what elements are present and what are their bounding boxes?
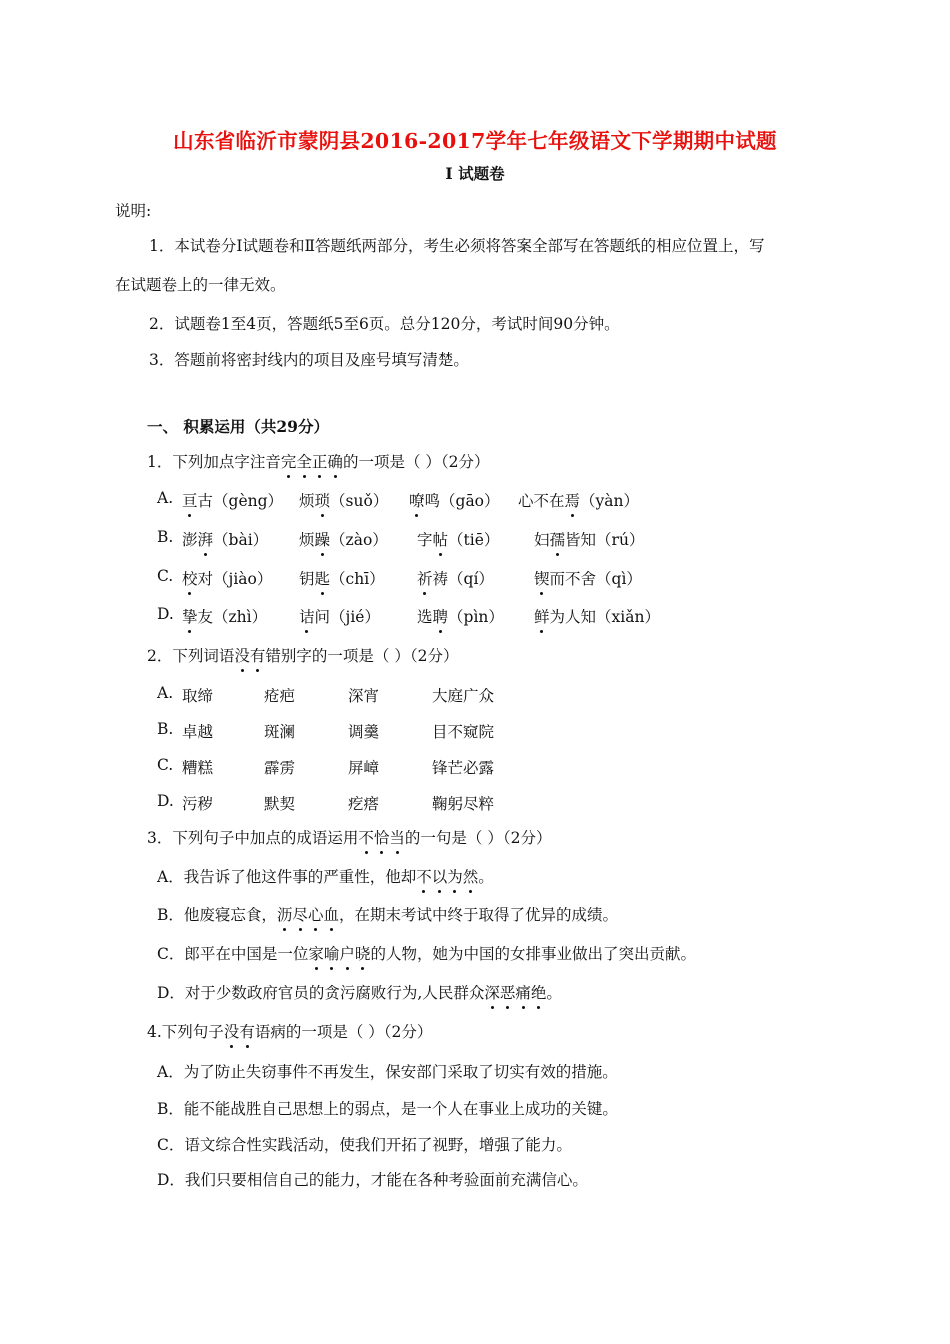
note-2: 2．试题卷1至4页，答题纸5至6页。总分120分，考试时间90分钟。 <box>149 315 620 333</box>
q3-d-idiom: 深恶痛绝 <box>484 984 546 1002</box>
notes-label: 说明: <box>115 202 152 220</box>
note-3: 3．答题前将密封线内的项目及座号填写清楚。 <box>149 351 469 369</box>
q1-c-item-4: 锲而不舍（qì） <box>534 567 642 589</box>
q4-emphasis: 没有 <box>224 1023 255 1041</box>
q2-d-word-2: 默契 <box>264 795 296 813</box>
q2-d-word-3: 疙瘩 <box>348 795 380 813</box>
q3-c-idiom: 家喻户晓 <box>308 945 370 963</box>
q2-b-word-1: 卓越 <box>182 723 214 741</box>
q4-option-c: C．语文综合性实践活动，使我们开拓了视野，增强了能力。 <box>157 1136 572 1154</box>
q1-c-item-1: 校对（jiào） <box>182 567 272 589</box>
q1-d-item-3: 选聘（pìn） <box>417 605 504 627</box>
q1-a-item-2: 烦琐（suǒ） <box>299 489 388 511</box>
q1-b-item-3: 字帖（tiē） <box>417 528 499 550</box>
q1-d-item-2: 诘问（jié） <box>299 605 380 627</box>
q2-c-word-2: 霹雳 <box>264 759 296 777</box>
q1-c-item-3: 祈祷（qí） <box>417 567 494 589</box>
q2-a-word-4: 大庭广众 <box>432 687 495 705</box>
paper-subtitle: Ⅰ 试题卷 <box>445 164 505 183</box>
q3-b-idiom: 沥尽心血 <box>277 906 339 924</box>
q1-emphasis: 完全正确 <box>281 453 343 471</box>
q4-option-b: B．能不能战胜自己思想上的弱点，是一个人在事业上成功的关键。 <box>157 1100 618 1118</box>
q4-option-a: A．为了防止失窃事件不再发生，保安部门采取了切实有效的措施。 <box>157 1063 618 1081</box>
q2-c-word-1: 糟糕 <box>182 759 214 777</box>
q3-option-b: B．他废寝忘食，沥尽心血，在期末考试中终于取得了优异的成绩。 <box>157 903 618 925</box>
q1-d-item-1: 挚友（zhì） <box>182 605 267 627</box>
page-title: 山东省临沂市蒙阴县2016-2017学年七年级语文下学期期中试题 <box>173 129 777 153</box>
q2-c-word-3: 屏嶂 <box>348 759 380 777</box>
q1-b-item-1: 澎湃（bài） <box>182 528 268 550</box>
q2-b-word-2: 斑澜 <box>264 723 296 741</box>
q1-b-item-4: 妇孺皆知（rú） <box>534 528 644 550</box>
q1-a-item-3: 嘹鸣（gāo） <box>409 489 500 511</box>
q2-a-word-3: 深宵 <box>348 687 380 705</box>
q3-option-a: A．我告诉了他这件事的严重性，他却不以为然。 <box>157 865 494 887</box>
q2-b-word-3: 调羹 <box>348 723 380 741</box>
note-1-line-2: 在试题卷上的一律无效。 <box>115 276 286 294</box>
section-1-heading: 一、 积累运用（共29分） <box>147 417 329 436</box>
question-4-stem: 4.下列句子没有语病的一项是（ ）（2分） <box>147 1020 432 1042</box>
q1-c-item-2: 钥匙（chī） <box>299 567 385 589</box>
q2-c-word-4: 锋芒必露 <box>432 759 495 777</box>
q3-emphasis: 不恰当 <box>358 829 405 847</box>
q1-b-item-2: 烦躁（zào） <box>299 528 388 550</box>
q3-option-d: D．对于少数政府官员的贪污腐败行为,人民群众深恶痛绝。 <box>157 981 562 1003</box>
note-1-line-1: 1．本试卷分Ⅰ试题卷和Ⅱ答题纸两部分，考生必须将答案全部写在答题纸的相应位置上，写 <box>149 237 765 255</box>
q2-d-word-4: 鞠躬尽粹 <box>432 795 495 813</box>
q2-a-word-1: 取缔 <box>182 687 214 705</box>
q2-d-word-1: 污秽 <box>182 795 214 813</box>
q1-a-item-4: 心不在焉（yàn） <box>518 489 639 511</box>
q4-option-d: D．我们只要相信自己的能力，才能在各种考验面前充满信心。 <box>157 1171 588 1189</box>
question-3-stem: 3．下列句子中加点的成语运用不恰当的一句是（ ）（2分） <box>147 826 551 848</box>
q2-emphasis: 没有 <box>234 647 265 665</box>
q3-option-c: C．郎平在中国是一位家喻户晓的人物，她为中国的女排事业做出了突出贡献。 <box>157 942 696 964</box>
question-1-stem: 1．下列加点字注音完全正确的一项是（ ）（2分） <box>147 450 489 472</box>
q2-b-word-4: 目不窥院 <box>432 723 495 741</box>
q1-d-item-4: 鲜为人知（xiǎn） <box>534 605 660 627</box>
q1-a-item-1: 亘古（gèng） <box>182 489 283 511</box>
q2-a-word-2: 疮疤 <box>264 687 296 705</box>
q3-a-idiom: 不以为然 <box>416 868 478 886</box>
question-2-stem: 2．下列词语没有错别字的一项是（ ）（2分） <box>147 644 458 666</box>
